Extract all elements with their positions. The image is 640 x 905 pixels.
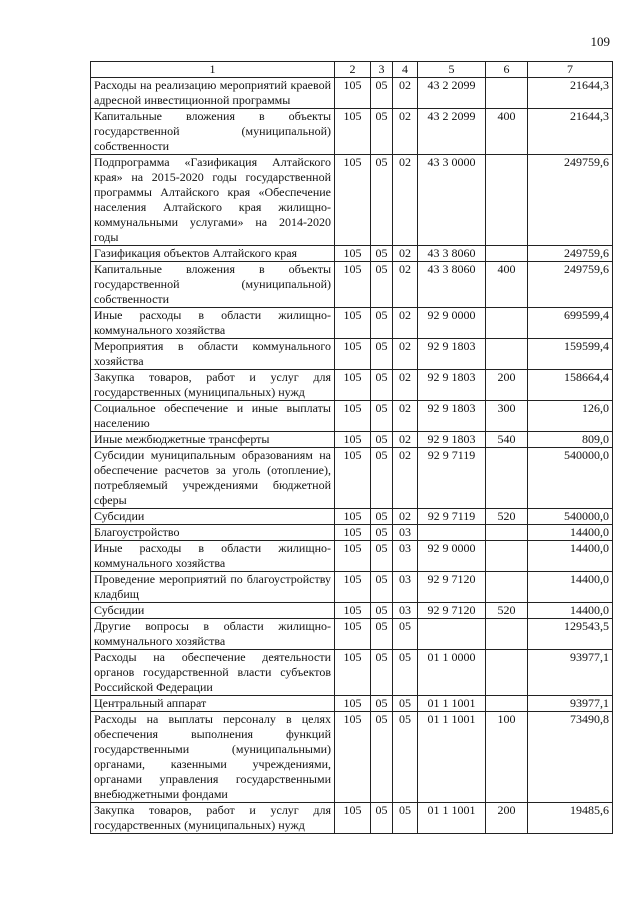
sum-cell: 249759,6 bbox=[528, 262, 613, 308]
sum-cell: 14400,0 bbox=[528, 541, 613, 572]
sum-cell: 129543,5 bbox=[528, 619, 613, 650]
row-name-cell: Другие вопросы в области жилищно-коммунального хозяйства bbox=[91, 619, 335, 650]
code-cell-2: 105 bbox=[335, 109, 371, 155]
sum-cell: 14400,0 bbox=[528, 525, 613, 541]
code-cell-3: 05 bbox=[371, 525, 393, 541]
table-row bbox=[91, 509, 613, 525]
row-name-cell: Мероприятия в области коммунального хозяйства bbox=[91, 339, 335, 370]
code-cell-2: 105 bbox=[335, 572, 371, 603]
table-row bbox=[91, 401, 613, 432]
table-row bbox=[91, 339, 613, 370]
column-header: 7 bbox=[528, 62, 613, 78]
code-cell-6 bbox=[486, 78, 528, 109]
row-name-cell: Субсидии bbox=[91, 603, 335, 619]
code-cell-6: 200 bbox=[486, 803, 528, 834]
code-cell-3: 05 bbox=[371, 572, 393, 603]
code-cell-3: 05 bbox=[371, 432, 393, 448]
column-header: 4 bbox=[393, 62, 418, 78]
code-cell-6 bbox=[486, 696, 528, 712]
sum-cell: 699599,4 bbox=[528, 308, 613, 339]
code-cell-5: 01 1 1001 bbox=[418, 696, 486, 712]
code-cell-3: 05 bbox=[371, 712, 393, 803]
column-header: 1 bbox=[91, 62, 335, 78]
table-row bbox=[91, 78, 613, 109]
code-cell-3: 05 bbox=[371, 509, 393, 525]
row-name-cell: Подпрограмма «Газификация Алтайского края» на 2015-2020 годы государственной программы Алтайского края «Обеспечение населения Алтайского края жилищно-коммунальными услугами» на 2014-2020 годы bbox=[91, 155, 335, 246]
header-row bbox=[91, 62, 613, 78]
row-name-cell: Субсидии bbox=[91, 509, 335, 525]
code-cell-6 bbox=[486, 339, 528, 370]
code-cell-5 bbox=[418, 619, 486, 650]
code-cell-6: 200 bbox=[486, 370, 528, 401]
code-cell-3: 05 bbox=[371, 339, 393, 370]
code-cell-2: 105 bbox=[335, 448, 371, 509]
table-row bbox=[91, 525, 613, 541]
code-cell-5: 92 9 7120 bbox=[418, 572, 486, 603]
row-name-cell: Капитальные вложения в объекты государственной (муниципальной) собственности bbox=[91, 109, 335, 155]
sum-cell: 93977,1 bbox=[528, 696, 613, 712]
sum-cell: 126,0 bbox=[528, 401, 613, 432]
table-row bbox=[91, 370, 613, 401]
table-row bbox=[91, 712, 613, 803]
sum-cell: 249759,6 bbox=[528, 155, 613, 246]
table-row bbox=[91, 650, 613, 696]
table-row bbox=[91, 541, 613, 572]
code-cell-3: 05 bbox=[371, 603, 393, 619]
code-cell-2: 105 bbox=[335, 696, 371, 712]
row-name-cell: Расходы на обеспечение деятельности органов государственной власти субъектов Российской Федерации bbox=[91, 650, 335, 696]
code-cell-4: 02 bbox=[393, 401, 418, 432]
table-row bbox=[91, 572, 613, 603]
code-cell-4: 02 bbox=[393, 155, 418, 246]
code-cell-3: 05 bbox=[371, 155, 393, 246]
code-cell-4: 02 bbox=[393, 109, 418, 155]
row-name-cell: Иные межбюджетные трансферты bbox=[91, 432, 335, 448]
code-cell-2: 105 bbox=[335, 803, 371, 834]
code-cell-3: 05 bbox=[371, 262, 393, 308]
code-cell-2: 105 bbox=[335, 432, 371, 448]
table-row bbox=[91, 696, 613, 712]
code-cell-3: 05 bbox=[371, 541, 393, 572]
code-cell-5: 92 9 1803 bbox=[418, 370, 486, 401]
row-name-cell: Газификация объектов Алтайского края bbox=[91, 246, 335, 262]
code-cell-5: 92 9 7119 bbox=[418, 448, 486, 509]
row-name-cell: Благоустройство bbox=[91, 525, 335, 541]
code-cell-2: 105 bbox=[335, 541, 371, 572]
code-cell-5: 92 9 1803 bbox=[418, 339, 486, 370]
code-cell-6: 520 bbox=[486, 509, 528, 525]
code-cell-4: 02 bbox=[393, 370, 418, 401]
code-cell-2: 105 bbox=[335, 619, 371, 650]
row-name-cell: Расходы на выплаты персоналу в целях обеспечения выполнения функций государственными (муниципальными) органами, казенными учреждениями, органами управления государственными внебюджетными фондами bbox=[91, 712, 335, 803]
table-header bbox=[91, 62, 613, 78]
sum-cell: 21644,3 bbox=[528, 78, 613, 109]
code-cell-2: 105 bbox=[335, 78, 371, 109]
code-cell-4: 03 bbox=[393, 603, 418, 619]
table-row bbox=[91, 432, 613, 448]
row-name-cell: Социальное обеспечение и иные выплаты населению bbox=[91, 401, 335, 432]
code-cell-5: 01 1 1001 bbox=[418, 803, 486, 834]
code-cell-2: 105 bbox=[335, 401, 371, 432]
code-cell-3: 05 bbox=[371, 246, 393, 262]
column-header: 3 bbox=[371, 62, 393, 78]
code-cell-4: 03 bbox=[393, 525, 418, 541]
code-cell-4: 02 bbox=[393, 308, 418, 339]
code-cell-6: 400 bbox=[486, 262, 528, 308]
code-cell-4: 05 bbox=[393, 696, 418, 712]
sum-cell: 249759,6 bbox=[528, 246, 613, 262]
table-row bbox=[91, 619, 613, 650]
code-cell-3: 05 bbox=[371, 650, 393, 696]
table-row bbox=[91, 262, 613, 308]
sum-cell: 73490,8 bbox=[528, 712, 613, 803]
code-cell-6 bbox=[486, 155, 528, 246]
code-cell-2: 105 bbox=[335, 262, 371, 308]
code-cell-3: 05 bbox=[371, 696, 393, 712]
code-cell-6: 300 bbox=[486, 401, 528, 432]
code-cell-2: 105 bbox=[335, 650, 371, 696]
code-cell-5: 43 3 8060 bbox=[418, 246, 486, 262]
code-cell-3: 05 bbox=[371, 78, 393, 109]
row-name-cell: Расходы на реализацию мероприятий краевой адресной инвестиционной программы bbox=[91, 78, 335, 109]
code-cell-2: 105 bbox=[335, 712, 371, 803]
code-cell-4: 05 bbox=[393, 619, 418, 650]
column-header: 5 bbox=[418, 62, 486, 78]
sum-cell: 540000,0 bbox=[528, 448, 613, 509]
code-cell-3: 05 bbox=[371, 448, 393, 509]
code-cell-6 bbox=[486, 541, 528, 572]
row-name-cell: Иные расходы в области жилищно-коммунального хозяйства bbox=[91, 308, 335, 339]
code-cell-4: 02 bbox=[393, 432, 418, 448]
code-cell-3: 05 bbox=[371, 401, 393, 432]
sum-cell: 809,0 bbox=[528, 432, 613, 448]
code-cell-4: 05 bbox=[393, 650, 418, 696]
code-cell-4: 05 bbox=[393, 712, 418, 803]
code-cell-2: 105 bbox=[335, 603, 371, 619]
code-cell-6: 520 bbox=[486, 603, 528, 619]
table-body bbox=[91, 78, 613, 834]
code-cell-2: 105 bbox=[335, 370, 371, 401]
code-cell-6: 400 bbox=[486, 109, 528, 155]
column-header: 6 bbox=[486, 62, 528, 78]
code-cell-3: 05 bbox=[371, 619, 393, 650]
sum-cell: 14400,0 bbox=[528, 603, 613, 619]
sum-cell: 158664,4 bbox=[528, 370, 613, 401]
code-cell-6 bbox=[486, 572, 528, 603]
row-name-cell: Капитальные вложения в объекты государственной (муниципальной) собственности bbox=[91, 262, 335, 308]
page-number: 109 bbox=[590, 34, 610, 49]
code-cell-5: 01 1 0000 bbox=[418, 650, 486, 696]
row-name-cell: Субсидии муниципальным образованиям на обеспечение расчетов за уголь (отопление), потребляемый учреждениями бюджетной сферы bbox=[91, 448, 335, 509]
row-name-cell: Иные расходы в области жилищно-коммунального хозяйства bbox=[91, 541, 335, 572]
row-name-cell: Закупка товаров, работ и услуг для государственных (муниципальных) нужд bbox=[91, 803, 335, 834]
code-cell-2: 105 bbox=[335, 246, 371, 262]
sum-cell: 14400,0 bbox=[528, 572, 613, 603]
code-cell-6 bbox=[486, 650, 528, 696]
code-cell-4: 02 bbox=[393, 78, 418, 109]
table-row bbox=[91, 155, 613, 246]
code-cell-3: 05 bbox=[371, 308, 393, 339]
code-cell-5: 43 2 2099 bbox=[418, 78, 486, 109]
code-cell-3: 05 bbox=[371, 109, 393, 155]
sum-cell: 21644,3 bbox=[528, 109, 613, 155]
code-cell-3: 05 bbox=[371, 803, 393, 834]
code-cell-5: 92 9 0000 bbox=[418, 308, 486, 339]
code-cell-4: 02 bbox=[393, 262, 418, 308]
code-cell-5: 92 9 1803 bbox=[418, 401, 486, 432]
code-cell-4: 02 bbox=[393, 448, 418, 509]
table-row bbox=[91, 246, 613, 262]
sum-cell: 540000,0 bbox=[528, 509, 613, 525]
budget-table bbox=[90, 61, 613, 834]
code-cell-2: 105 bbox=[335, 509, 371, 525]
code-cell-5 bbox=[418, 525, 486, 541]
code-cell-6: 540 bbox=[486, 432, 528, 448]
code-cell-5: 92 9 7120 bbox=[418, 603, 486, 619]
code-cell-5: 92 9 7119 bbox=[418, 509, 486, 525]
code-cell-6 bbox=[486, 525, 528, 541]
code-cell-2: 105 bbox=[335, 308, 371, 339]
sum-cell: 159599,4 bbox=[528, 339, 613, 370]
sum-cell: 19485,6 bbox=[528, 803, 613, 834]
code-cell-4: 03 bbox=[393, 572, 418, 603]
code-cell-5: 92 9 0000 bbox=[418, 541, 486, 572]
row-name-cell: Закупка товаров, работ и услуг для государственных (муниципальных) нужд bbox=[91, 370, 335, 401]
code-cell-4: 02 bbox=[393, 246, 418, 262]
code-cell-4: 03 bbox=[393, 541, 418, 572]
table-row bbox=[91, 448, 613, 509]
row-name-cell: Проведение мероприятий по благоустройству кладбищ bbox=[91, 572, 335, 603]
code-cell-5: 01 1 1001 bbox=[418, 712, 486, 803]
code-cell-4: 02 bbox=[393, 509, 418, 525]
code-cell-6 bbox=[486, 619, 528, 650]
code-cell-5: 43 3 8060 bbox=[418, 262, 486, 308]
code-cell-6: 100 bbox=[486, 712, 528, 803]
code-cell-2: 105 bbox=[335, 155, 371, 246]
code-cell-6 bbox=[486, 448, 528, 509]
code-cell-5: 43 3 0000 bbox=[418, 155, 486, 246]
row-name-cell: Центральный аппарат bbox=[91, 696, 335, 712]
code-cell-3: 05 bbox=[371, 370, 393, 401]
column-header: 2 bbox=[335, 62, 371, 78]
code-cell-6 bbox=[486, 308, 528, 339]
code-cell-5: 92 9 1803 bbox=[418, 432, 486, 448]
table-row bbox=[91, 308, 613, 339]
code-cell-4: 02 bbox=[393, 339, 418, 370]
table-row bbox=[91, 109, 613, 155]
code-cell-6 bbox=[486, 246, 528, 262]
sum-cell: 93977,1 bbox=[528, 650, 613, 696]
code-cell-4: 05 bbox=[393, 803, 418, 834]
table-row bbox=[91, 603, 613, 619]
code-cell-5: 43 2 2099 bbox=[418, 109, 486, 155]
code-cell-2: 105 bbox=[335, 339, 371, 370]
code-cell-2: 105 bbox=[335, 525, 371, 541]
table-row bbox=[91, 803, 613, 834]
